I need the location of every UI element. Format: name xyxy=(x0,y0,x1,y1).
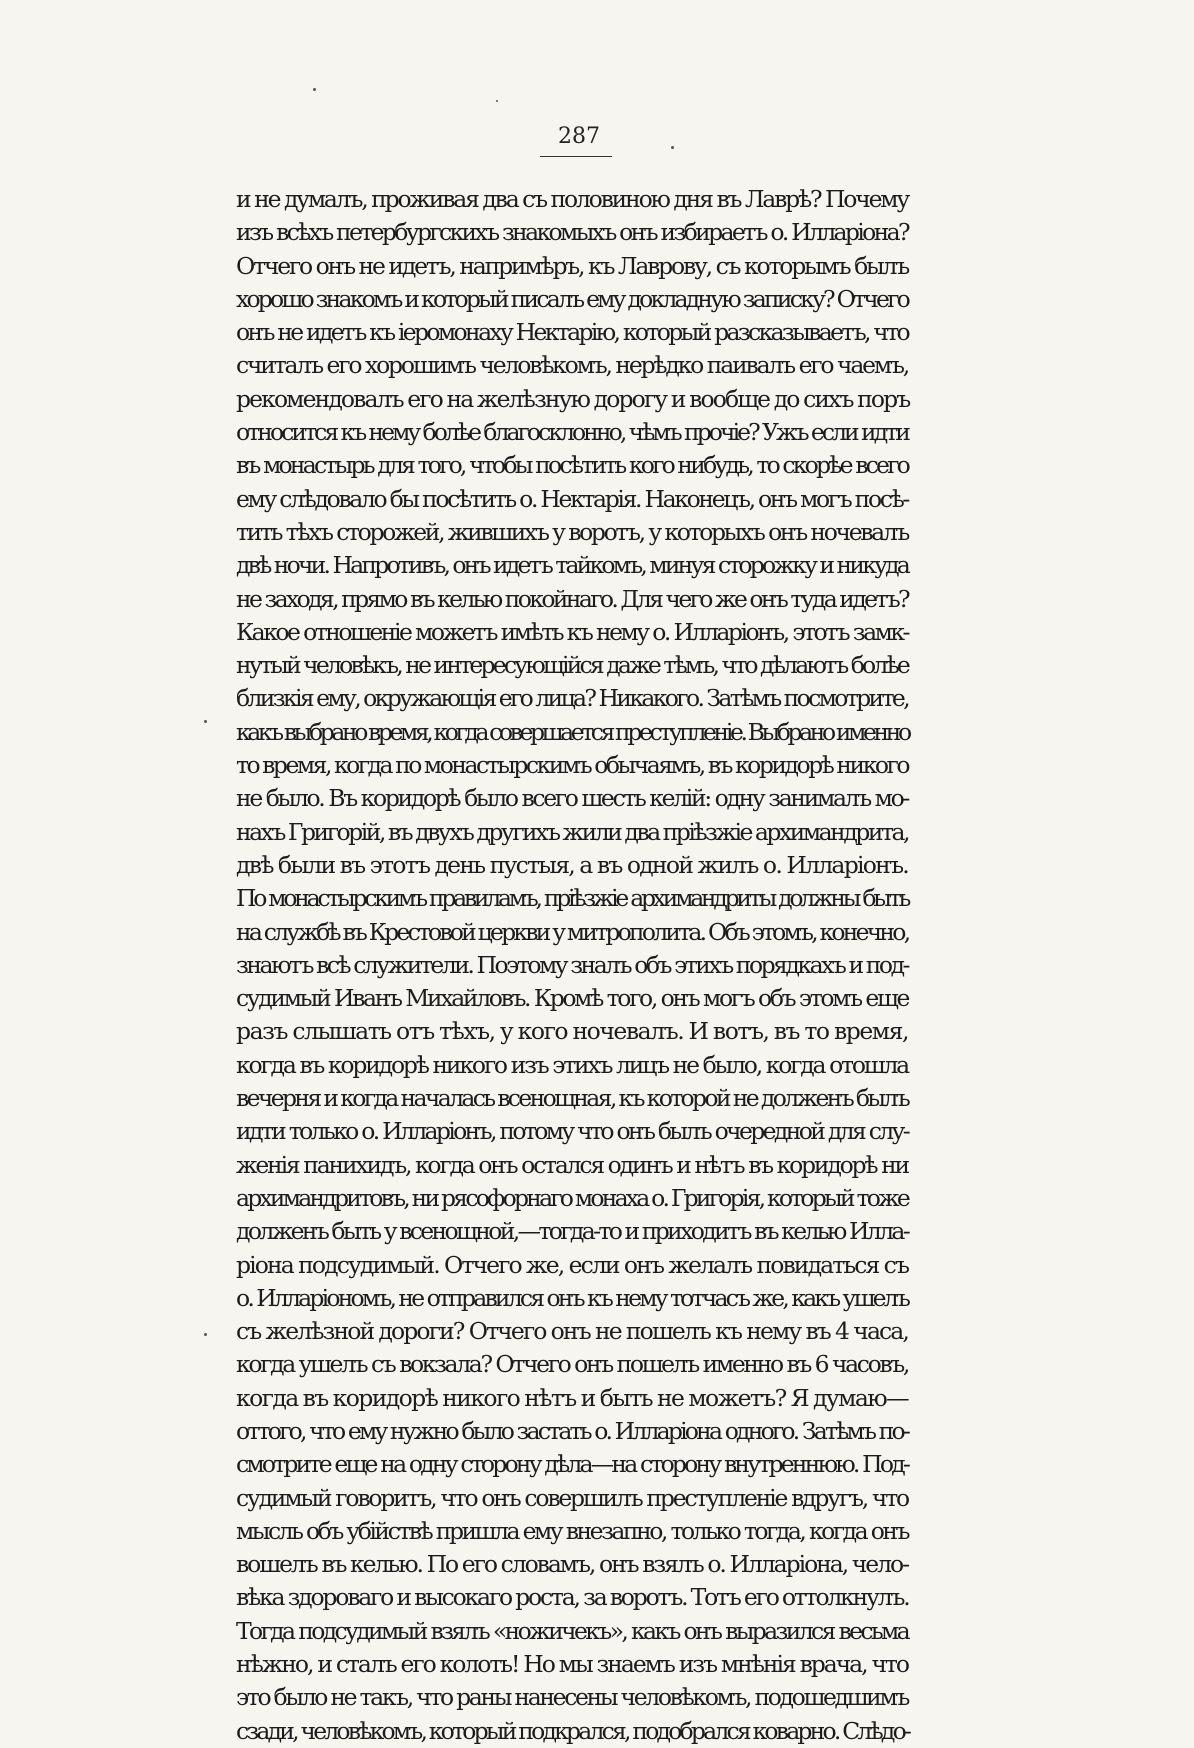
text-line: женія панихидъ, когда онъ остался одинъ и нѣтъ въ коридорѣ ни xyxy=(236,1150,908,1179)
text-line: вечерня и когда началась всенощная, къ которой не долженъ былъ xyxy=(236,1084,908,1113)
text-line: вошелъ въ келью. По его словамъ, онъ взялъ о. Илларіона, чело- xyxy=(236,1550,908,1579)
text-line: ріона подсудимый. Отчего же, если онъ желалъ повидаться съ xyxy=(236,1250,908,1279)
text-line: съ желѣзной дороги? Отчего онъ не пошелъ къ нему въ 4 часа, xyxy=(236,1317,908,1346)
text-line: Тогда подсудимый взялъ «ножичекъ», какъ онъ выразился весьма xyxy=(236,1616,908,1645)
text-line: относится къ нему болѣе благосклонно, чѣмъ прочіе? Ужъ если идти xyxy=(236,418,908,447)
text-line: знаютъ всѣ служители. Поэтому зналъ объ этихъ порядкахъ и под- xyxy=(236,950,908,979)
text-line: идти только о. Илларіонъ, потому что онъ былъ очередной для слу- xyxy=(236,1117,908,1146)
text-line: нутый человѣкъ, не интересующійся даже тѣмъ, что дѣлаютъ болѣе xyxy=(236,651,908,680)
text-line: близкія ему, окружающія его лица? Никакого. Затѣмъ посмотрите, xyxy=(236,684,908,713)
text-line: рекомендовалъ его на желѣзную дорогу и вообще до сихъ поръ xyxy=(236,384,910,413)
text-line: хорошо знакомъ и который писалъ ему докладную записку? Отчего xyxy=(236,284,908,313)
text-line: то время, когда по монастырскимъ обычаямъ, въ коридорѣ никого xyxy=(236,751,908,780)
text-line: о. Илларіономъ, не отправился онъ къ нему тотчасъ же, какъ ушелъ xyxy=(236,1283,908,1312)
text-line: онъ не идетъ къ іеромонаху Нектарію, который разсказываетъ, что xyxy=(236,318,908,347)
scan-speck xyxy=(204,720,207,723)
text-line: когда въ коридорѣ никого изъ этихъ лицъ не было, когда отошла xyxy=(236,1050,908,1079)
scan-speck xyxy=(313,88,316,91)
text-line: вѣка здороваго и высокаго роста, за воротъ. Тотъ его оттолкнулъ. xyxy=(236,1583,909,1612)
text-line: когда въ коридорѣ никого нѣтъ и быть не можетъ? Я думаю— xyxy=(236,1383,908,1412)
text-line: Отчего онъ не идетъ, напримѣръ, къ Лаврову, съ которымъ былъ xyxy=(236,251,908,280)
text-line: въ монастырь для того, чтобы посѣтить кого нибудь, то скорѣе всего xyxy=(236,451,908,480)
text-line: считалъ его хорошимъ человѣкомъ, нерѣдко паивалъ его чаемъ, xyxy=(236,351,908,380)
text-line: не заходя, прямо въ келью покойнаго. Для чего же онъ туда идетъ? xyxy=(236,584,908,613)
text-line: и не думалъ, проживая два съ половиною дня въ Лаврѣ? Почему xyxy=(236,185,908,213)
text-line: долженъ быть у всенощной,—тогда-то и приходитъ въ келью Илла- xyxy=(236,1217,908,1246)
text-line: судимый говоритъ, что онъ совершилъ преступленіе вдругъ, что xyxy=(236,1483,908,1512)
text-line: тить тѣхъ сторожей, жившихъ у воротъ, у которыхъ онъ ночевалъ xyxy=(236,517,908,546)
text-line: Какое отношеніе можетъ имѣть къ нему о. Илларіонъ, этотъ замк- xyxy=(236,617,908,646)
scan-speck xyxy=(204,1333,207,1336)
text-line: смотрите еще на одну сторону дѣла—на сторону внутреннюю. Под- xyxy=(236,1450,908,1479)
text-line: нѣжно, и сталъ его колоть! Но мы знаемъ изъ мнѣнія врача, что xyxy=(236,1650,908,1679)
text-line: По монастырскимъ правиламъ, пріѣзжіе архимандриты должны быть xyxy=(236,884,908,913)
body-text xyxy=(236,183,908,1748)
text-line: сзади, человѣкомъ, который подкрался, подобрался коварно. Слѣдо- xyxy=(236,1716,910,1745)
text-line: разъ слышать отъ тѣхъ, у кого ночевалъ. И вотъ, въ то время, xyxy=(236,1017,908,1046)
text-line: на службѣ въ Крестовой церкви у митрополита. Объ этомъ, конечно, xyxy=(236,917,909,946)
text-line: двѣ ночи. Напротивъ, онъ идетъ тайкомъ, минуя сторожку и никуда xyxy=(236,551,908,580)
text-line: это было не такъ, что раны нанесены человѣкомъ, подошедшимъ xyxy=(236,1683,908,1712)
text-line: изъ всѣхъ петербургскихъ знакомыхъ онъ избираетъ о. Илларіона? xyxy=(236,218,908,247)
text-line: мысль объ убійствѣ пришла ему внезапно, только тогда, когда онъ xyxy=(236,1516,908,1545)
text-line: не было. Въ коридорѣ было всего шесть келій: одну занималъ мо- xyxy=(236,784,908,813)
page-number-rule xyxy=(540,156,612,157)
text-line: двѣ были въ этотъ день пустыя, а въ одной жилъ о. Илларіонъ. xyxy=(236,850,908,879)
text-line: какъ выбрано время, когда совершается преступленіе. Выбрано именно xyxy=(236,717,909,746)
text-line: ему слѣдовало бы посѣтить о. Нектарія. Наконецъ, онъ могъ посѣ- xyxy=(236,484,908,513)
scan-speck xyxy=(671,146,674,149)
text-line: нахъ Григорій, въ двухъ другихъ жили два пріѣзжіе архимандрита, xyxy=(236,817,908,846)
scan-speck xyxy=(496,100,498,102)
text-line: архимандритовъ, ни рясофорнаго монаха о. Григорія, который тоже xyxy=(236,1183,908,1212)
page-number: 287 xyxy=(558,124,600,149)
text-line: когда ушелъ съ вокзала? Отчего онъ пошелъ именно въ 6 часовъ, xyxy=(236,1350,908,1379)
text-line: оттого, что ему нужно было застать о. Илларіона одного. Затѣмъ по- xyxy=(236,1416,908,1445)
text-line: судимый Иванъ Михайловъ. Кромѣ того, онъ могъ объ этомъ еще xyxy=(236,984,908,1013)
